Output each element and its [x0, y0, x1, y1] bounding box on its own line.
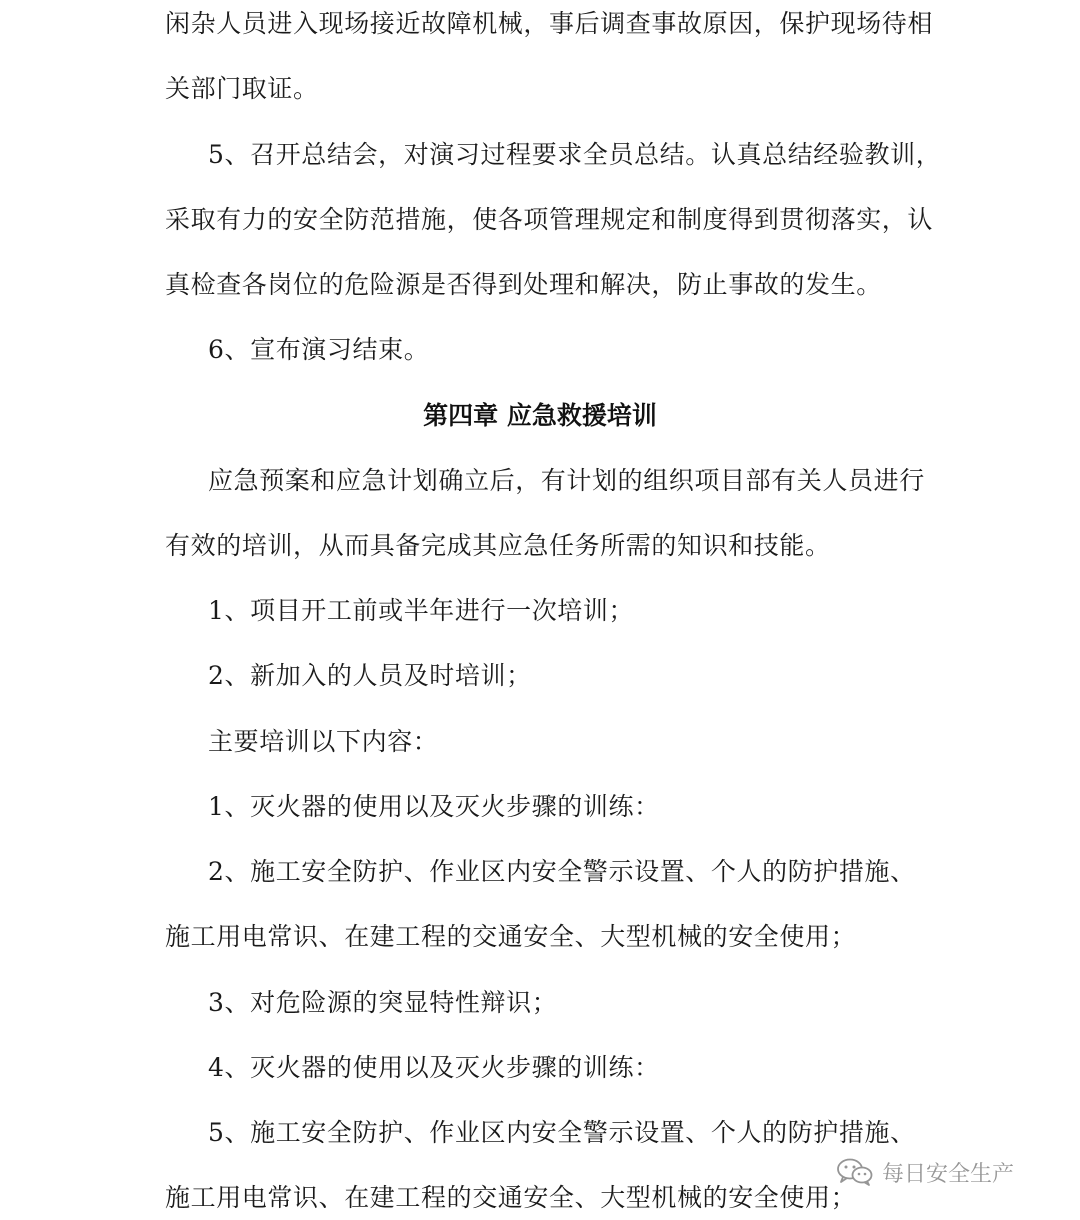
body-text-line: 采取有力的安全防范措施，使各项管理规定和制度得到贯彻落实，认 — [165, 205, 934, 234]
watermark — [836, 1154, 1014, 1190]
content-item-1: 1、灭火器的使用以及灭火步骤的训练： — [208, 792, 660, 821]
chapter-heading: 第四章 应急救援培训 — [423, 401, 657, 430]
body-text-line: 施工用电常识、在建工程的交通安全、大型机械的安全使用； — [165, 922, 857, 951]
body-text-line: 真检查各岗位的危险源是否得到处理和解决，防止事故的发生。 — [165, 270, 882, 299]
body-text-line: 有效的培训，从而具备完成其应急任务所需的知识和技能。 — [165, 531, 831, 560]
list-item-5: 5、召开总结会，对演习过程要求全员总结。认真总结经验教训， — [208, 140, 942, 169]
watermark-text: 每日安全生产 — [882, 1161, 1015, 1187]
body-text-line: 关部门取证。 — [165, 74, 319, 103]
list-item-2: 2、新加入的人员及时培训； — [208, 661, 532, 690]
list-item-1: 1、项目开工前或半年进行一次培训； — [208, 596, 635, 625]
paragraph-intro: 应急预案和应急计划确立后，有计划的组织项目部有关人员进行 — [208, 466, 925, 495]
list-item-6: 6、宣布演习结束。 — [208, 335, 430, 364]
content-subheading: 主要培训以下内容： — [208, 727, 439, 756]
wechat-icon — [836, 1157, 874, 1187]
body-text-line: 闲杂人员进入现场接近故障机械，事后调查事故原因，保护现场待相 — [165, 9, 934, 38]
content-item-3: 3、对危险源的突显特性辩识； — [208, 988, 558, 1017]
content-item-2: 2、施工安全防护、作业区内安全警示设置、个人的防护措施、 — [208, 857, 916, 886]
content-item-5: 5、施工安全防护、作业区内安全警示设置、个人的防护措施、 — [208, 1118, 916, 1147]
body-text-line: 施工用电常识、在建工程的交通安全、大型机械的安全使用； — [165, 1183, 857, 1212]
content-item-4: 4、灭火器的使用以及灭火步骤的训练： — [208, 1053, 660, 1082]
